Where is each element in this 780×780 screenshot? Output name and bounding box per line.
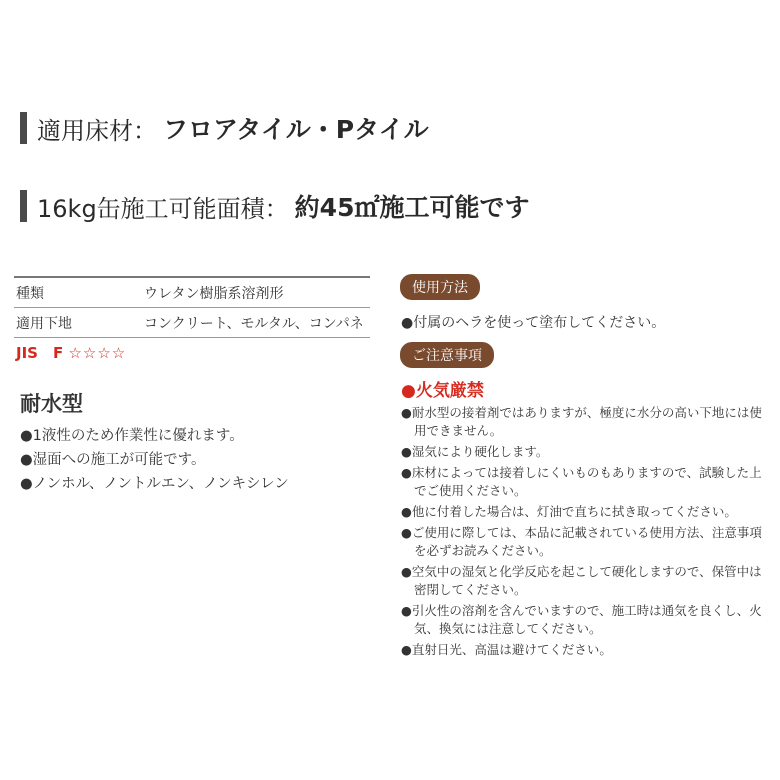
list-item: ●引火性の溶剤を含んでいますので、施工時は通気を良くし、火気、換気には注意してください。	[401, 603, 762, 636]
heading-label: 16kg缶施工可能面積：	[37, 194, 289, 223]
list-item: ●直射日光、高温は避けてください。	[401, 642, 612, 657]
spec-value: ウレタン樹脂系溶剤形	[144, 277, 370, 308]
caution-list	[401, 404, 771, 662]
jis-rating	[16, 342, 126, 363]
usage-text: ●付属のヘラを使って塗布してください。	[401, 315, 666, 331]
spec-key: 適用下地	[14, 308, 144, 338]
list-item: ●空気中の湿気と化学反応を起こして硬化しますので、保管中は密閉してください。	[401, 564, 762, 597]
fire-warning: ●火気厳禁	[401, 381, 484, 401]
heading-coverage	[20, 188, 529, 224]
jis-label: JIS F	[16, 344, 64, 362]
list-item: ●床材によっては接着しにくいものもありますので、試験した上でご使用ください。	[401, 465, 762, 498]
spec-table	[14, 276, 370, 338]
table-row	[14, 277, 370, 308]
list-item: ●湿面への施工が可能です。	[20, 452, 206, 468]
list-item: ●ノンホル、ノントルエン、ノンキシレン	[20, 476, 289, 492]
spec-value: コンクリート、モルタル、コンパネ	[144, 308, 370, 338]
list-item: ●耐水型の接着剤ではありますが、極度に水分の高い下地には使用できません。	[401, 405, 762, 438]
list-item: ●他に付着した場合は、灯油で直ちに拭き取ってください。	[401, 504, 737, 519]
list-item: ●1液性のため作業性に優れます。	[20, 428, 244, 444]
heading-value: フロアタイル・Pタイル	[163, 115, 429, 144]
heading-label: 適用床材：	[37, 116, 157, 145]
caution-pill: ご注意事項	[400, 342, 494, 368]
spec-key: 種類	[14, 277, 144, 308]
list-item: ●ご使用に際しては、本品に記載されている使用方法、注意事項を必ずお読みください。	[401, 525, 762, 558]
heading-value: 約45㎡施工可能です	[294, 193, 530, 222]
usage-pill: 使用方法	[400, 274, 480, 300]
table-row	[14, 308, 370, 338]
heading-bar	[20, 190, 27, 222]
water-resistant-title: 耐水型	[20, 392, 83, 416]
list-item: ●湿気により硬化します。	[401, 444, 549, 459]
jis-stars: ☆☆☆☆	[68, 344, 127, 362]
heading-bar	[20, 112, 27, 144]
feature-list	[20, 424, 289, 496]
heading-applicable-floor	[20, 110, 429, 146]
